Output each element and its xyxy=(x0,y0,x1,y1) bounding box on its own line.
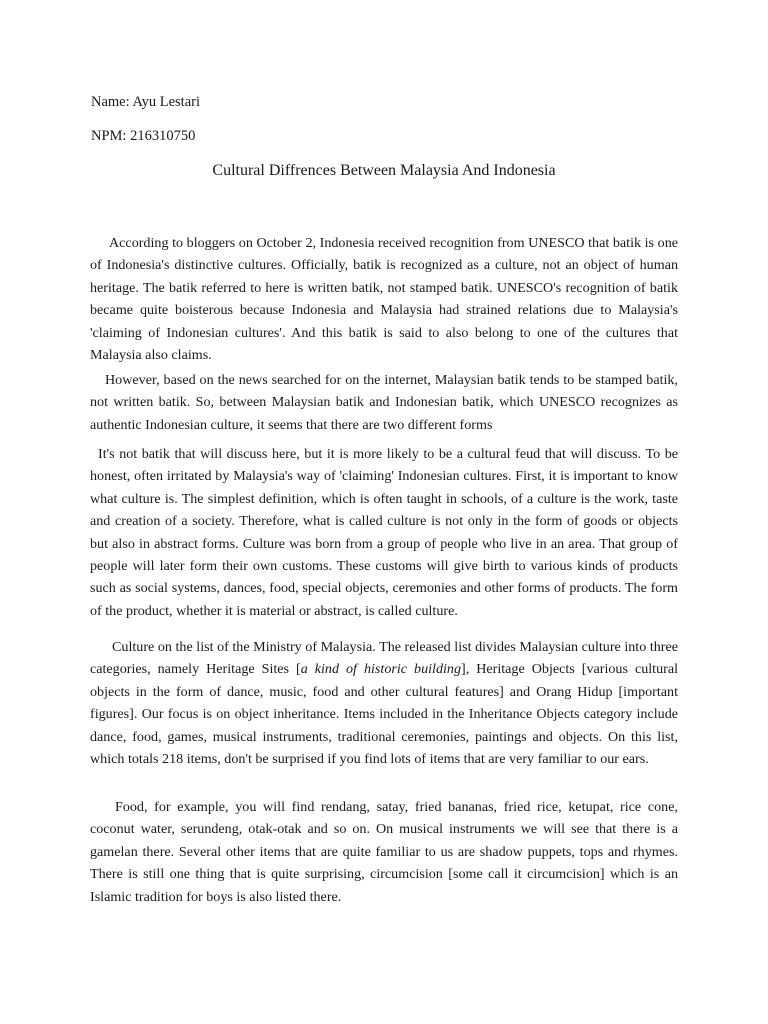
paragraph-4-text-start: Culture on the list of the Ministry of Malaysia. The released list divides Malaysian culture into three categories, namely Heritage Sites [ xyxy=(90,639,678,678)
student-npm-line: NPM: 216310750 xyxy=(91,128,196,144)
paragraph-4-italic-text: a kind of historic building xyxy=(300,661,462,678)
paragraph-3: It's not batik that will discuss here, but it is more likely to be a cultural feud that will discuss. To be honest, often irritated by Malaysia's way of 'claiming' Indonesian cultures. First, it is important to know what culture is. The simplest definition, which is often taught in schools, of a culture is the work, taste and creation of a society. Therefore, what is called culture is not only in the form of goods or objects but also in abstract forms. Culture was born from a group of people who live in an area. That group of people will later form their own customs. These customs will give birth to various kinds of products such as social systems, dances, food, special objects, ceremonies and other forms of products. The form of the product, whether it is material or abstract, is called culture. xyxy=(90,446,678,619)
paragraph-2: However, based on the news searched for on the internet, Malaysian batik tends to be stamped batik, not written batik. So, between Malaysian batik and Indonesian batik, which UNESCO recognizes as authentic Indonesian culture, it seems that there are two different forms xyxy=(90,372,678,433)
document-title: Cultural Diffrences Between Malaysia And Indonesia xyxy=(212,162,556,179)
paragraph-5: Food, for example, you will find rendang, satay, fried bananas, fried rice, ketupat, rice cone, coconut water, serundeng, otak-otak and so on. On musical instruments we will see that there is a gamelan there. Several other items that are quite familiar to us are shadow puppets, tops and rhymes. There is still one thing that is quite surprising, circumcision [some call it circumcision] which is an Islamic tradition for boys is also listed there. xyxy=(90,799,678,905)
paragraph-4-text-end: ], Heritage Objects [various cultural objects in the form of dance, music, food and other cultural features] and Orang Hidup [important figures]. Our focus is on object inheritance. Items included in the Inheritance Objects category include dance, food, games, musical instruments, traditional ceremonies, paintings and objects. On this list, which totals 218 items, don't be surprised if you find lots of items that are very familiar to our ears. xyxy=(90,661,678,768)
paragraph-4 xyxy=(90,636,678,770)
author-name-line: Name: Ayu Lestari xyxy=(91,94,200,110)
paragraph-1: According to bloggers on October 2, Indonesia received recognition from UNESCO that batik is one of Indonesia's distinctive cultures. Officially, batik is recognized as a culture, not an object of human heritage. The batik referred to here is written batik, not stamped batik. UNESCO's recognition of batik became quite boisterous because Indonesia and Malaysia had strained relations due to Malaysia's 'claiming of Indonesian cultures'. And this batik is said to also belong to one of the cultures that Malaysia also claims. xyxy=(90,235,678,364)
